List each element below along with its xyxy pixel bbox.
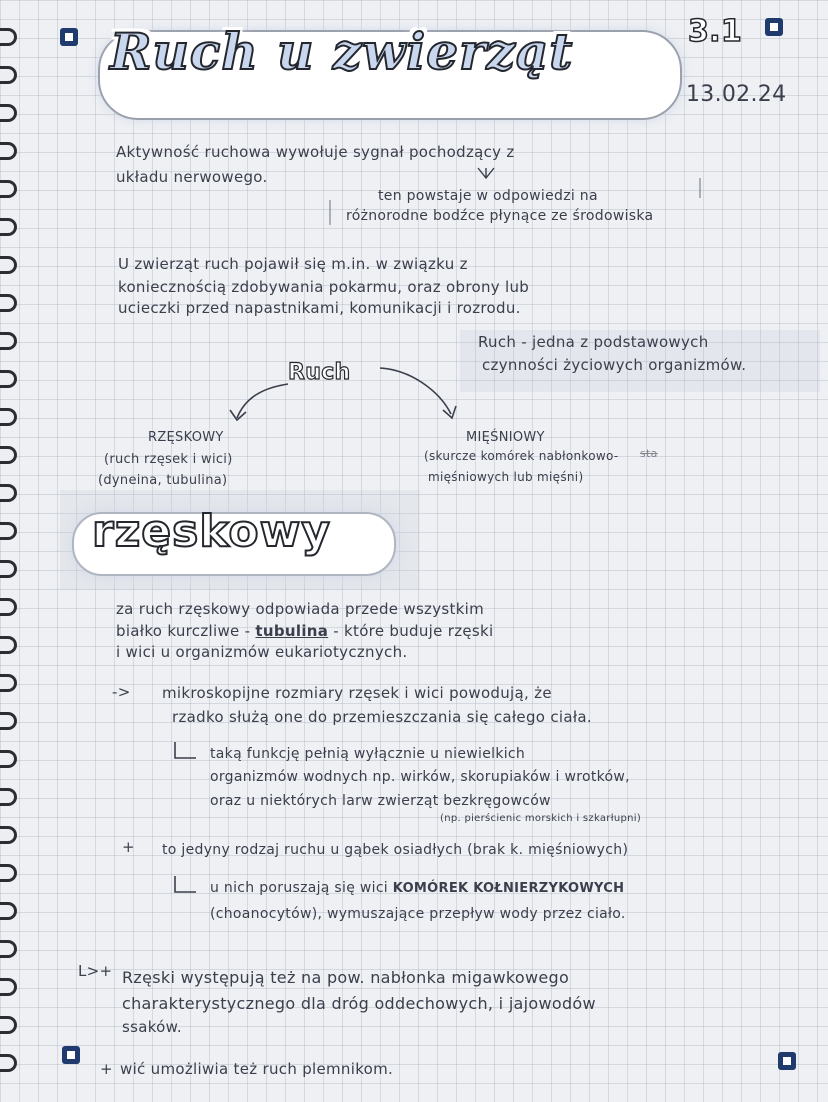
section-number: 3.1 bbox=[688, 14, 743, 49]
right-branch-line2: (skurcze komórek nabłonkowo- bbox=[424, 449, 619, 463]
bullet4-line1: wić umożliwia też ruch plemnikom. bbox=[120, 1060, 394, 1078]
page-title: Ruch u zwierząt bbox=[110, 22, 574, 81]
section-subtitle: rzęskowy bbox=[92, 506, 331, 557]
paragraph1-note-line2: różnorodne bodźce płynące ze środowiska bbox=[346, 208, 654, 224]
bullet3-line2: charakterystycznego dla dróg oddechowych, i jajowodów bbox=[122, 994, 596, 1013]
bullet3-line3: ssaków. bbox=[122, 1018, 182, 1036]
bullet1-mark: -> bbox=[112, 683, 131, 701]
right-branch-line3: mięśniowych lub mięśni) bbox=[428, 470, 584, 484]
date: 13.02.24 bbox=[686, 82, 787, 107]
section2-p1-line2-a: białko kurczliwe - bbox=[116, 622, 251, 640]
paragraph2-line2: koniecznością zdobywania pokarmu, oraz obrony lub bbox=[118, 278, 530, 296]
side-note-line1: Ruch - jedna z podstawowych bbox=[478, 333, 709, 351]
sub2-line1 bbox=[210, 880, 624, 896]
sub1-line2: organizmów wodnych np. wirków, skorupiaków i wrotków, bbox=[210, 769, 630, 785]
right-branch-label: MIĘŚNIOWY bbox=[466, 430, 545, 445]
section2-p1-line3: i wici u organizmów eukariotycznych. bbox=[116, 643, 408, 661]
paragraph1-line2: układu nerwowego. bbox=[116, 168, 268, 186]
paragraph1-line1: Aktywność ruchowa wywołuje sygnał pochodzący z bbox=[116, 143, 515, 161]
section2-p1-line1: za ruch rzęskowy odpowiada przede wszystkim bbox=[116, 600, 485, 618]
sub2-line1-a: u nich poruszają się wici bbox=[210, 880, 389, 896]
bullet2-mark: + bbox=[122, 838, 135, 856]
sub2-line1-b: KOMÓREK KOŁNIERZYKOWYCH bbox=[392, 881, 625, 896]
sub1-line3: oraz u niektórych larw zwierząt bezkręgowców bbox=[210, 793, 551, 809]
bullet2-line1: to jedyny rodzaj ruchu u gąbek osiadłych (brak k. mięśniowych) bbox=[162, 842, 629, 858]
bullet1-line2: rzadko służą one do przemieszczania się całego ciała. bbox=[172, 708, 592, 726]
left-branch-label: RZĘSKOWY bbox=[148, 430, 224, 445]
right-branch-strikethrough: sta bbox=[640, 447, 658, 460]
paragraph2-line3: ucieczki przed napastnikami, komunikacji i rozrodu. bbox=[118, 299, 521, 317]
diagram-center-label: Ruch bbox=[288, 360, 351, 385]
left-branch-line3: (dyneina, tubulina) bbox=[98, 473, 228, 488]
left-branch-line2: (ruch rzęsek i wici) bbox=[104, 452, 233, 467]
sub1-line1: taką funkcję pełnią wyłącznie u niewielkich bbox=[210, 746, 526, 762]
paragraph2-line1: U zwierząt ruch pojawił się m.in. w związku z bbox=[118, 255, 468, 273]
sub2-line2: (choanocytów), wymuszające przepływ wody przez ciało. bbox=[210, 906, 626, 922]
section2-p1-line2-c: - które buduje rzęski bbox=[333, 622, 494, 640]
bullet1-line1: mikroskopijne rozmiary rzęsek i wici powodują, że bbox=[162, 684, 552, 702]
section2-p1-line2-b: tubulina bbox=[255, 622, 329, 640]
sub1-line4: (np. pierścienic morskich i szkarłupni) bbox=[440, 813, 642, 824]
paragraph1-note-line1: ten powstaje w odpowiedzi na bbox=[378, 188, 598, 204]
bullet3-mark: L>+ bbox=[78, 962, 113, 980]
section2-p1-line2 bbox=[116, 622, 493, 640]
bullet4-mark: + bbox=[100, 1060, 113, 1078]
bullet3-line1: Rzęski występują też na pow. nabłonka migawkowego bbox=[122, 968, 570, 987]
side-note-line2: czynności życiowych organizmów. bbox=[482, 356, 747, 374]
